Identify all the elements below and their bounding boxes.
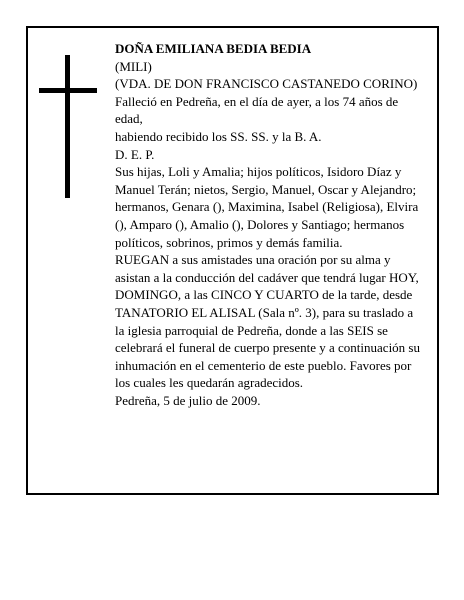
sacraments-line: habiendo recibido los SS. SS. y la B. A. xyxy=(115,128,322,144)
death-announcement: Falleció en Pedreña, en el día de ayer, a los 74 años de edad, xyxy=(115,93,399,127)
obituary-notice xyxy=(26,26,439,495)
cross-horizontal-bar xyxy=(39,88,97,93)
deceased-name: DOÑA EMILIANA BEDIA BEDIA xyxy=(115,41,312,56)
funeral-request: RUEGAN a sus amistades una oración por su alma y asistan a la conducción del cadáver que tendrá lugar HOY, DOMINGO, a las CINCO Y CUARTO de la tarde, desde TANATORIO EL ALISAL (Sala nº. 3), para su traslado a la iglesia parroquial de Pedreña, donde a las SEIS se celebrará el funeral de cuerpo presente y a continuación su inhumación en el cementerio de este pueblo. Favores por los cuales les quedarán agradecidos. xyxy=(115,252,420,391)
family-list: Sus hijas, Loli y Amalia; hijos políticos, Isidoro Díaz y Manuel Terán; nietos, Sergio, Manuel, Oscar y Alejandro; hermanos, Genara (), Maximina, Isabel (Religiosa), Elvira (), Amparo (), Amalio (), Dolores y Santiago; hermanos políticos, sobrinos, primos y demás familia. xyxy=(115,164,419,250)
obituary-text xyxy=(115,40,423,409)
cross-vertical-bar xyxy=(65,55,70,198)
deceased-nickname: (MILI) xyxy=(115,58,152,74)
rest-in-peace: D. E. P. xyxy=(115,146,155,162)
latin-cross-icon xyxy=(39,55,97,198)
notice-date: Pedreña, 5 de julio de 2009. xyxy=(115,392,261,408)
widow-of-line: (VDA. DE DON FRANCISCO CASTANEDO CORINO) xyxy=(115,76,418,92)
